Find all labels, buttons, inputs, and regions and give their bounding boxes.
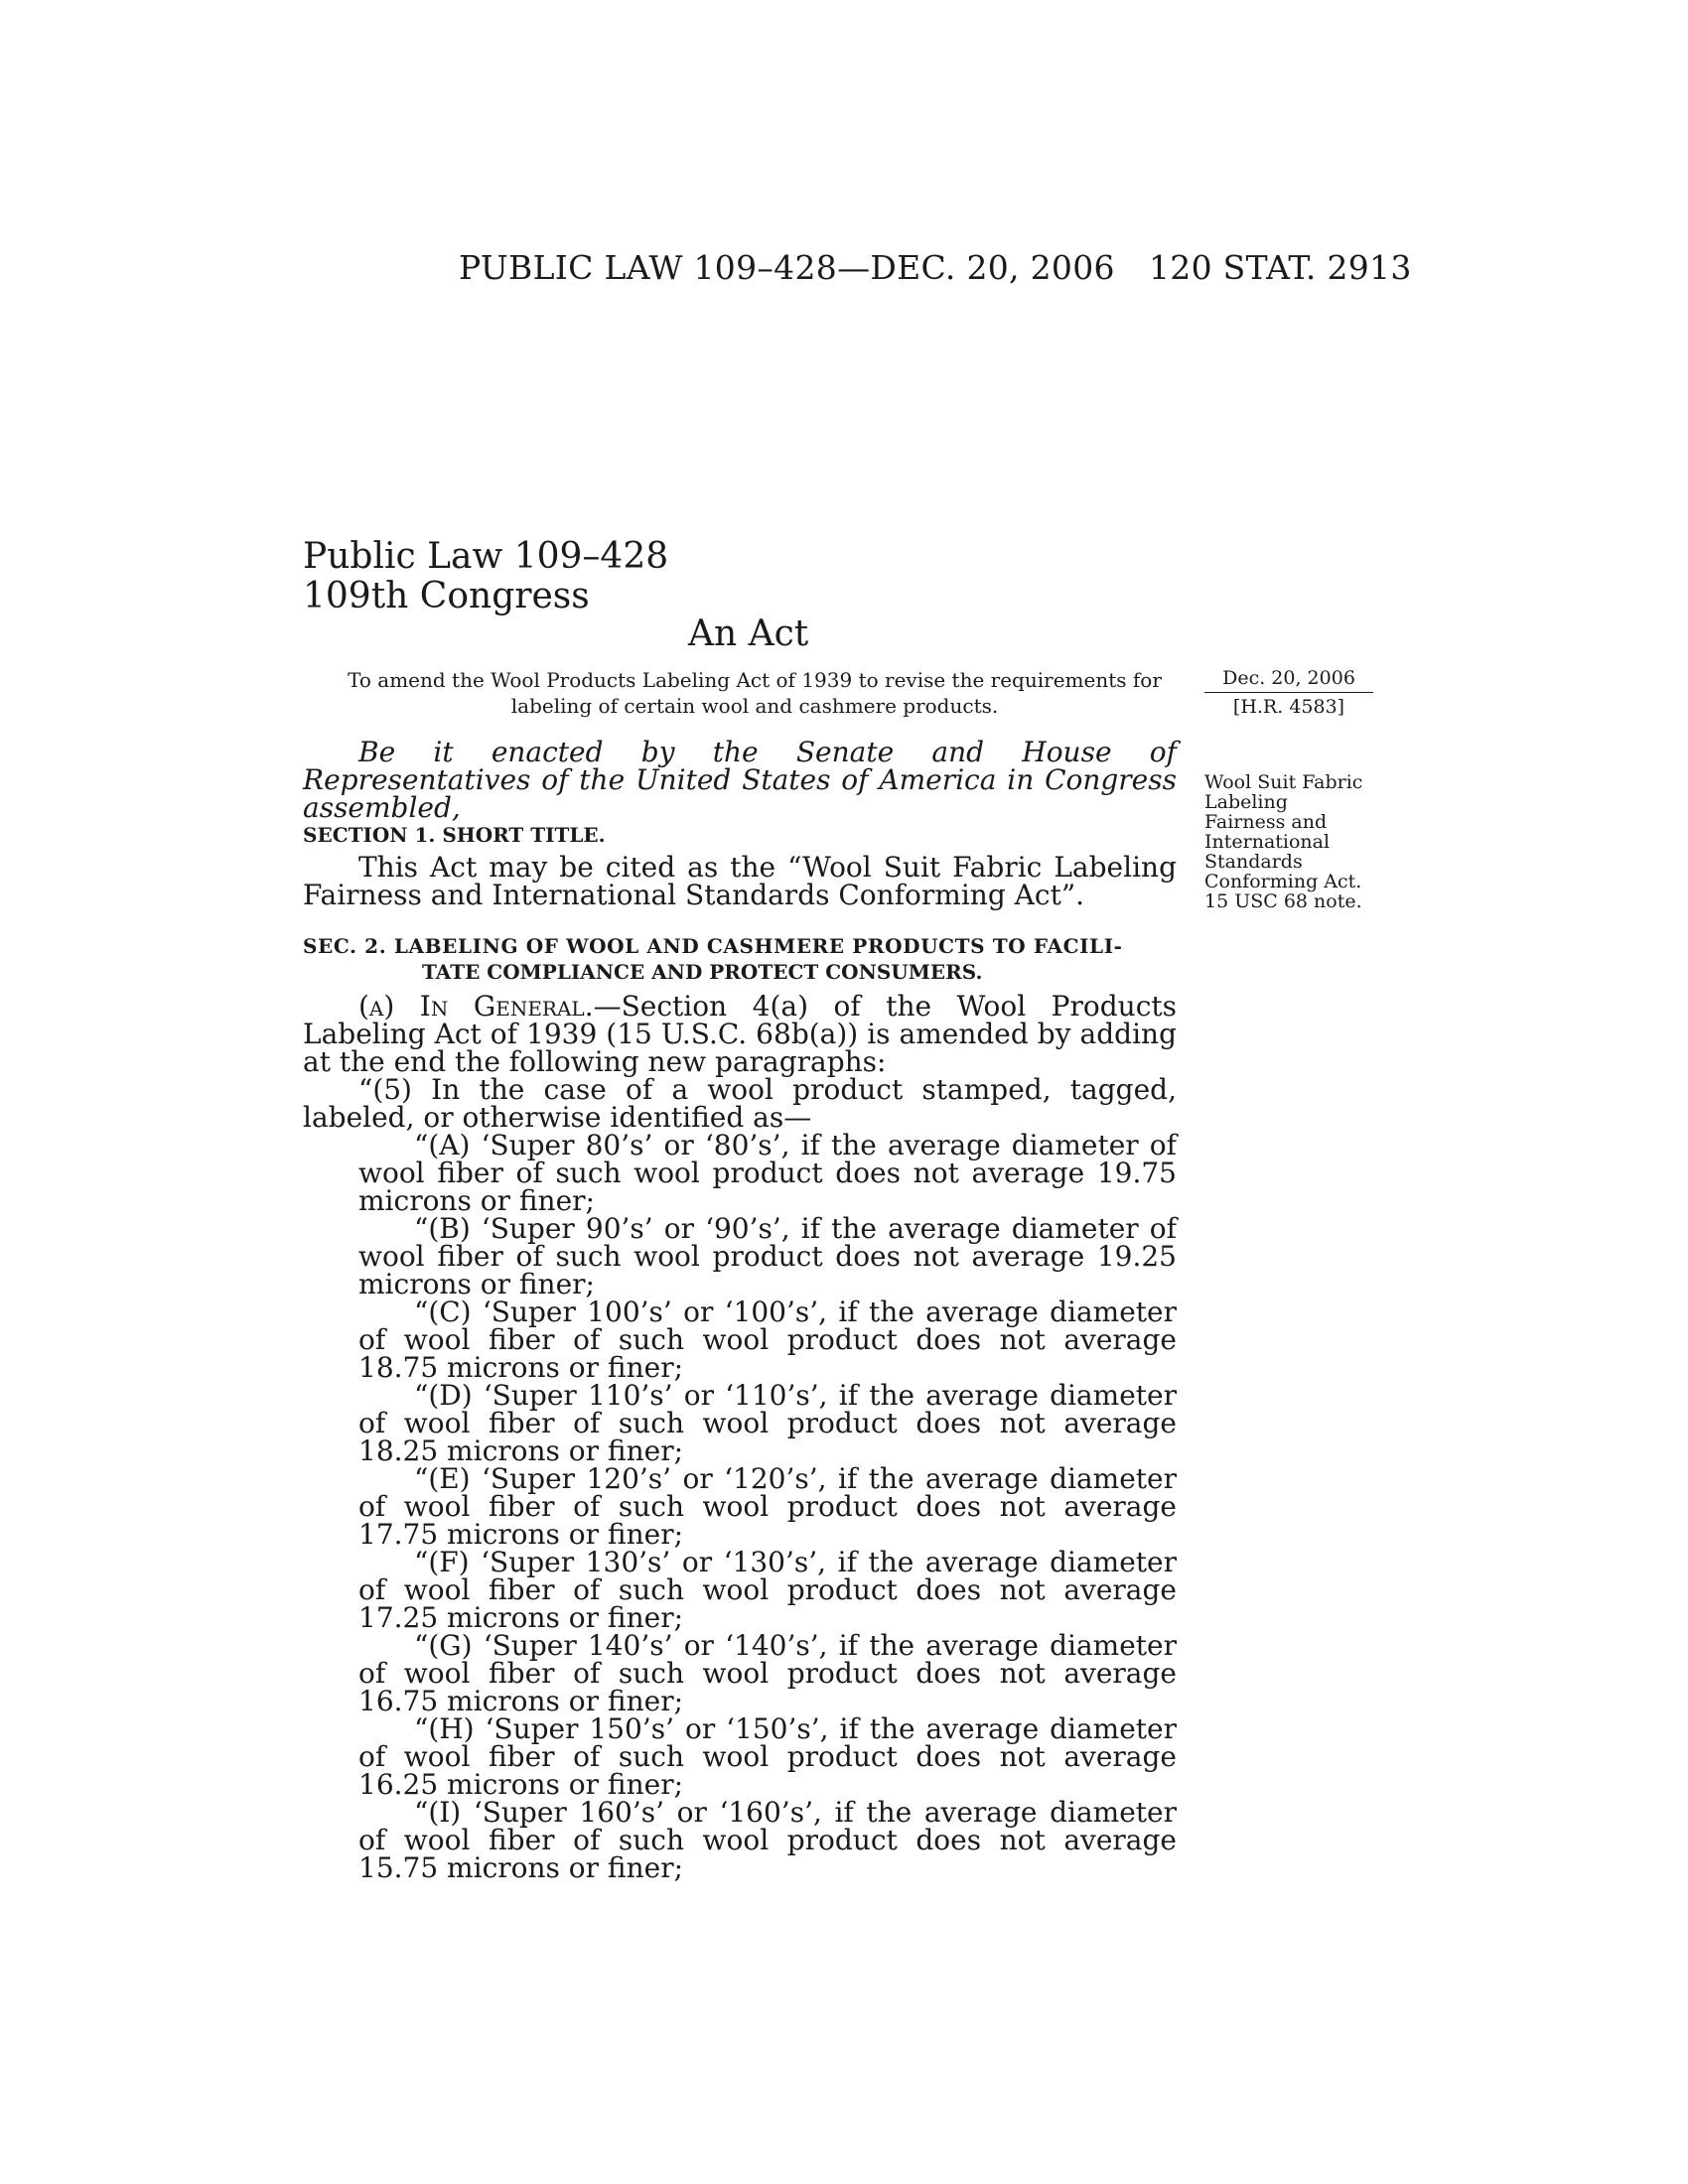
list-item: “(B) ‘Super 90’s’ or ‘90’s’, if the average diameter of wool fiber of such wool product does not average 19.25 microns or finer; <box>358 1212 1177 1300</box>
enacting-clause <box>303 736 1177 824</box>
paragraph-5-text: “(5) In the case of a wool product stamped, tagged, labeled, or otherwise identified as— <box>303 1073 1177 1134</box>
subsection-a-label: (a) In General. <box>358 990 594 1023</box>
list-item: “(C) ‘Super 100’s’ or ‘100’s’, if the average diameter of wool fiber of such wool product does not average 18.75 microns or finer; <box>358 1296 1177 1384</box>
list-item: “(A) ‘Super 80’s’ or ‘80’s’, if the average diameter of wool fiber of such wool product does not average 19.75 microns or finer; <box>358 1129 1177 1217</box>
margin-note-line: International <box>1204 831 1331 853</box>
list-item: “(G) ‘Super 140’s’ or ‘140’s’, if the average diameter of wool fiber of such wool product does not average 16.75 microns or finer; <box>358 1629 1177 1717</box>
margin-note-short-title <box>1204 772 1375 911</box>
margin-note-line: Wool Suit Fabric <box>1204 771 1363 793</box>
margin-note-line: Conforming Act. <box>1204 871 1362 892</box>
list-item: “(E) ‘Super 120’s’ or ‘120’s’, if the average diameter of wool fiber of such wool product does not average 17.75 microns or finer; <box>358 1462 1177 1551</box>
margin-note-line: Fairness and <box>1204 811 1328 833</box>
congress-label: 109th Congress <box>303 576 590 616</box>
page-citation: 120 STAT. 2913 <box>1149 248 1412 287</box>
labeling-items-list <box>358 1129 1177 1884</box>
running-header-left: PUBLIC LAW 109–428—DEC. 20, 2006 <box>459 248 1115 287</box>
list-item: “(I) ‘Super 160’s’ or ‘160’s’, if the average diameter of wool fiber of such wool product does not average 15.75 microns or finer; <box>358 1796 1177 1884</box>
paragraph-5 <box>303 1073 1177 1134</box>
law-number: Public Law 109–428 <box>303 536 669 577</box>
section-1-text <box>303 851 1177 911</box>
section-1-heading: SECTION 1. SHORT TITLE. <box>303 823 606 847</box>
enacting-clause-text: Be it enacted by the Senate and House of Representatives of the United States of America in Congress assembled, <box>303 736 1177 824</box>
list-item: “(D) ‘Super 110’s’ or ‘110’s’, if the average diameter of wool fiber of such wool product does not average 18.25 microns or finer; <box>358 1379 1177 1467</box>
margin-note-line: Standards <box>1204 851 1303 873</box>
subsection-a <box>303 990 1178 1078</box>
margin-note-bill: [H.R. 4583] <box>1232 696 1345 718</box>
section-1-paragraph: This Act may be cited as the “Wool Suit Fabric Labeling Fairness and International Standards Conforming Act”. <box>303 851 1177 911</box>
section-2-heading-line-1: SEC. 2. LABELING OF WOOL AND CASHMERE PRODUCTS TO FACILI- <box>303 934 1123 958</box>
subsection-a-paragraph <box>303 990 1178 1078</box>
act-purpose: To amend the Wool Products Labeling Act of 1939 to revise the requirements for labeling of certain wool and cashmere products. <box>348 668 1162 718</box>
list-item: “(F) ‘Super 130’s’ or ‘130’s’, if the average diameter of wool fiber of such wool product does not average 17.25 microns or finer; <box>358 1546 1177 1634</box>
margin-note-date: Dec. 20, 2006 <box>1204 668 1373 693</box>
subsection-a-text: —Section 4(a) of the Wool Products Labeling Act of 1939 (15 U.S.C. 68b(a)) is amended by adding at the end the following new paragraphs: <box>303 990 1178 1078</box>
section-2-heading <box>303 933 1177 985</box>
list-item: “(H) ‘Super 150’s’ or ‘150’s’, if the average diameter of wool fiber of such wool product does not average 16.25 microns or finer; <box>358 1712 1177 1801</box>
section-2-heading-line-2: TATE COMPLIANCE AND PROTECT CONSUMERS. <box>422 960 983 984</box>
margin-note-line: 15 USC 68 note. <box>1204 890 1362 912</box>
act-heading: An Act <box>688 614 809 654</box>
margin-note-line: Labeling <box>1204 791 1288 813</box>
